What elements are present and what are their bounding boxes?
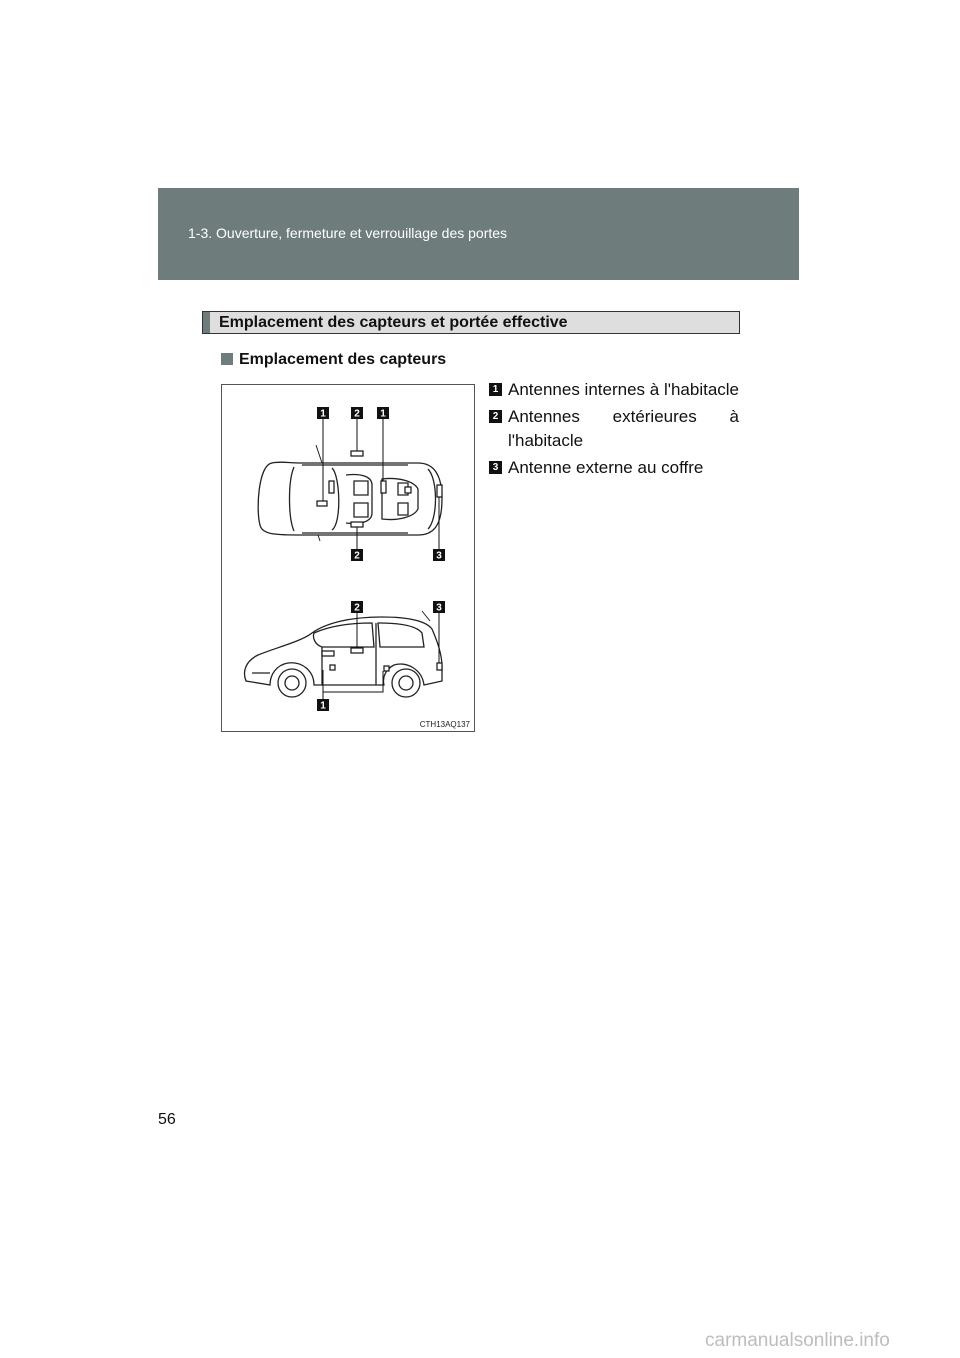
callout-side-3: 1 xyxy=(320,700,326,712)
callout-side-1: 2 xyxy=(354,602,360,614)
legend-item-3 xyxy=(489,456,739,480)
legend-text-2-line2: l'habitacle xyxy=(508,431,584,450)
legend-list xyxy=(489,378,739,483)
page-number: 56 xyxy=(158,1111,176,1128)
legend-badge-1: 1 xyxy=(489,383,502,396)
subsection-heading xyxy=(221,351,446,369)
figure-code: CTH13AQ137 xyxy=(419,720,470,729)
callout-top-4: 2 xyxy=(354,550,360,562)
car-diagram xyxy=(222,385,474,731)
legend-text-2-line1: Antennes extérieures à xyxy=(508,407,739,426)
section-title: Emplacement des capteurs et portée effective xyxy=(219,314,568,331)
legend-item-2 xyxy=(489,405,739,453)
chapter-header xyxy=(158,188,799,280)
sensor-location-figure xyxy=(221,384,475,732)
watermark: carmanualsonline.info xyxy=(705,1330,890,1351)
legend-badge-3: 3 xyxy=(489,461,502,474)
callout-top-1: 1 xyxy=(320,408,326,420)
callout-top-5: 3 xyxy=(436,550,442,562)
legend-item-1 xyxy=(489,378,739,402)
legend-text-3: Antenne externe au coffre xyxy=(508,458,704,477)
legend-badge-2: 2 xyxy=(489,410,502,423)
square-bullet-icon xyxy=(221,353,233,365)
section-heading-bar xyxy=(203,312,210,333)
legend-text-1: Antennes internes à l'habitacle xyxy=(508,380,740,399)
callout-side-2: 3 xyxy=(436,602,442,614)
sensor-markers-side xyxy=(322,648,442,671)
chapter-title: 1-3. Ouverture, fermeture et verrouillage des portes xyxy=(188,225,508,241)
section-heading xyxy=(202,311,740,334)
callout-top-3: 1 xyxy=(380,408,386,420)
car-top-view xyxy=(258,445,442,541)
subsection-title: Emplacement des capteurs xyxy=(239,351,447,368)
car-side-view xyxy=(245,611,443,697)
callout-top-2: 2 xyxy=(354,408,360,420)
